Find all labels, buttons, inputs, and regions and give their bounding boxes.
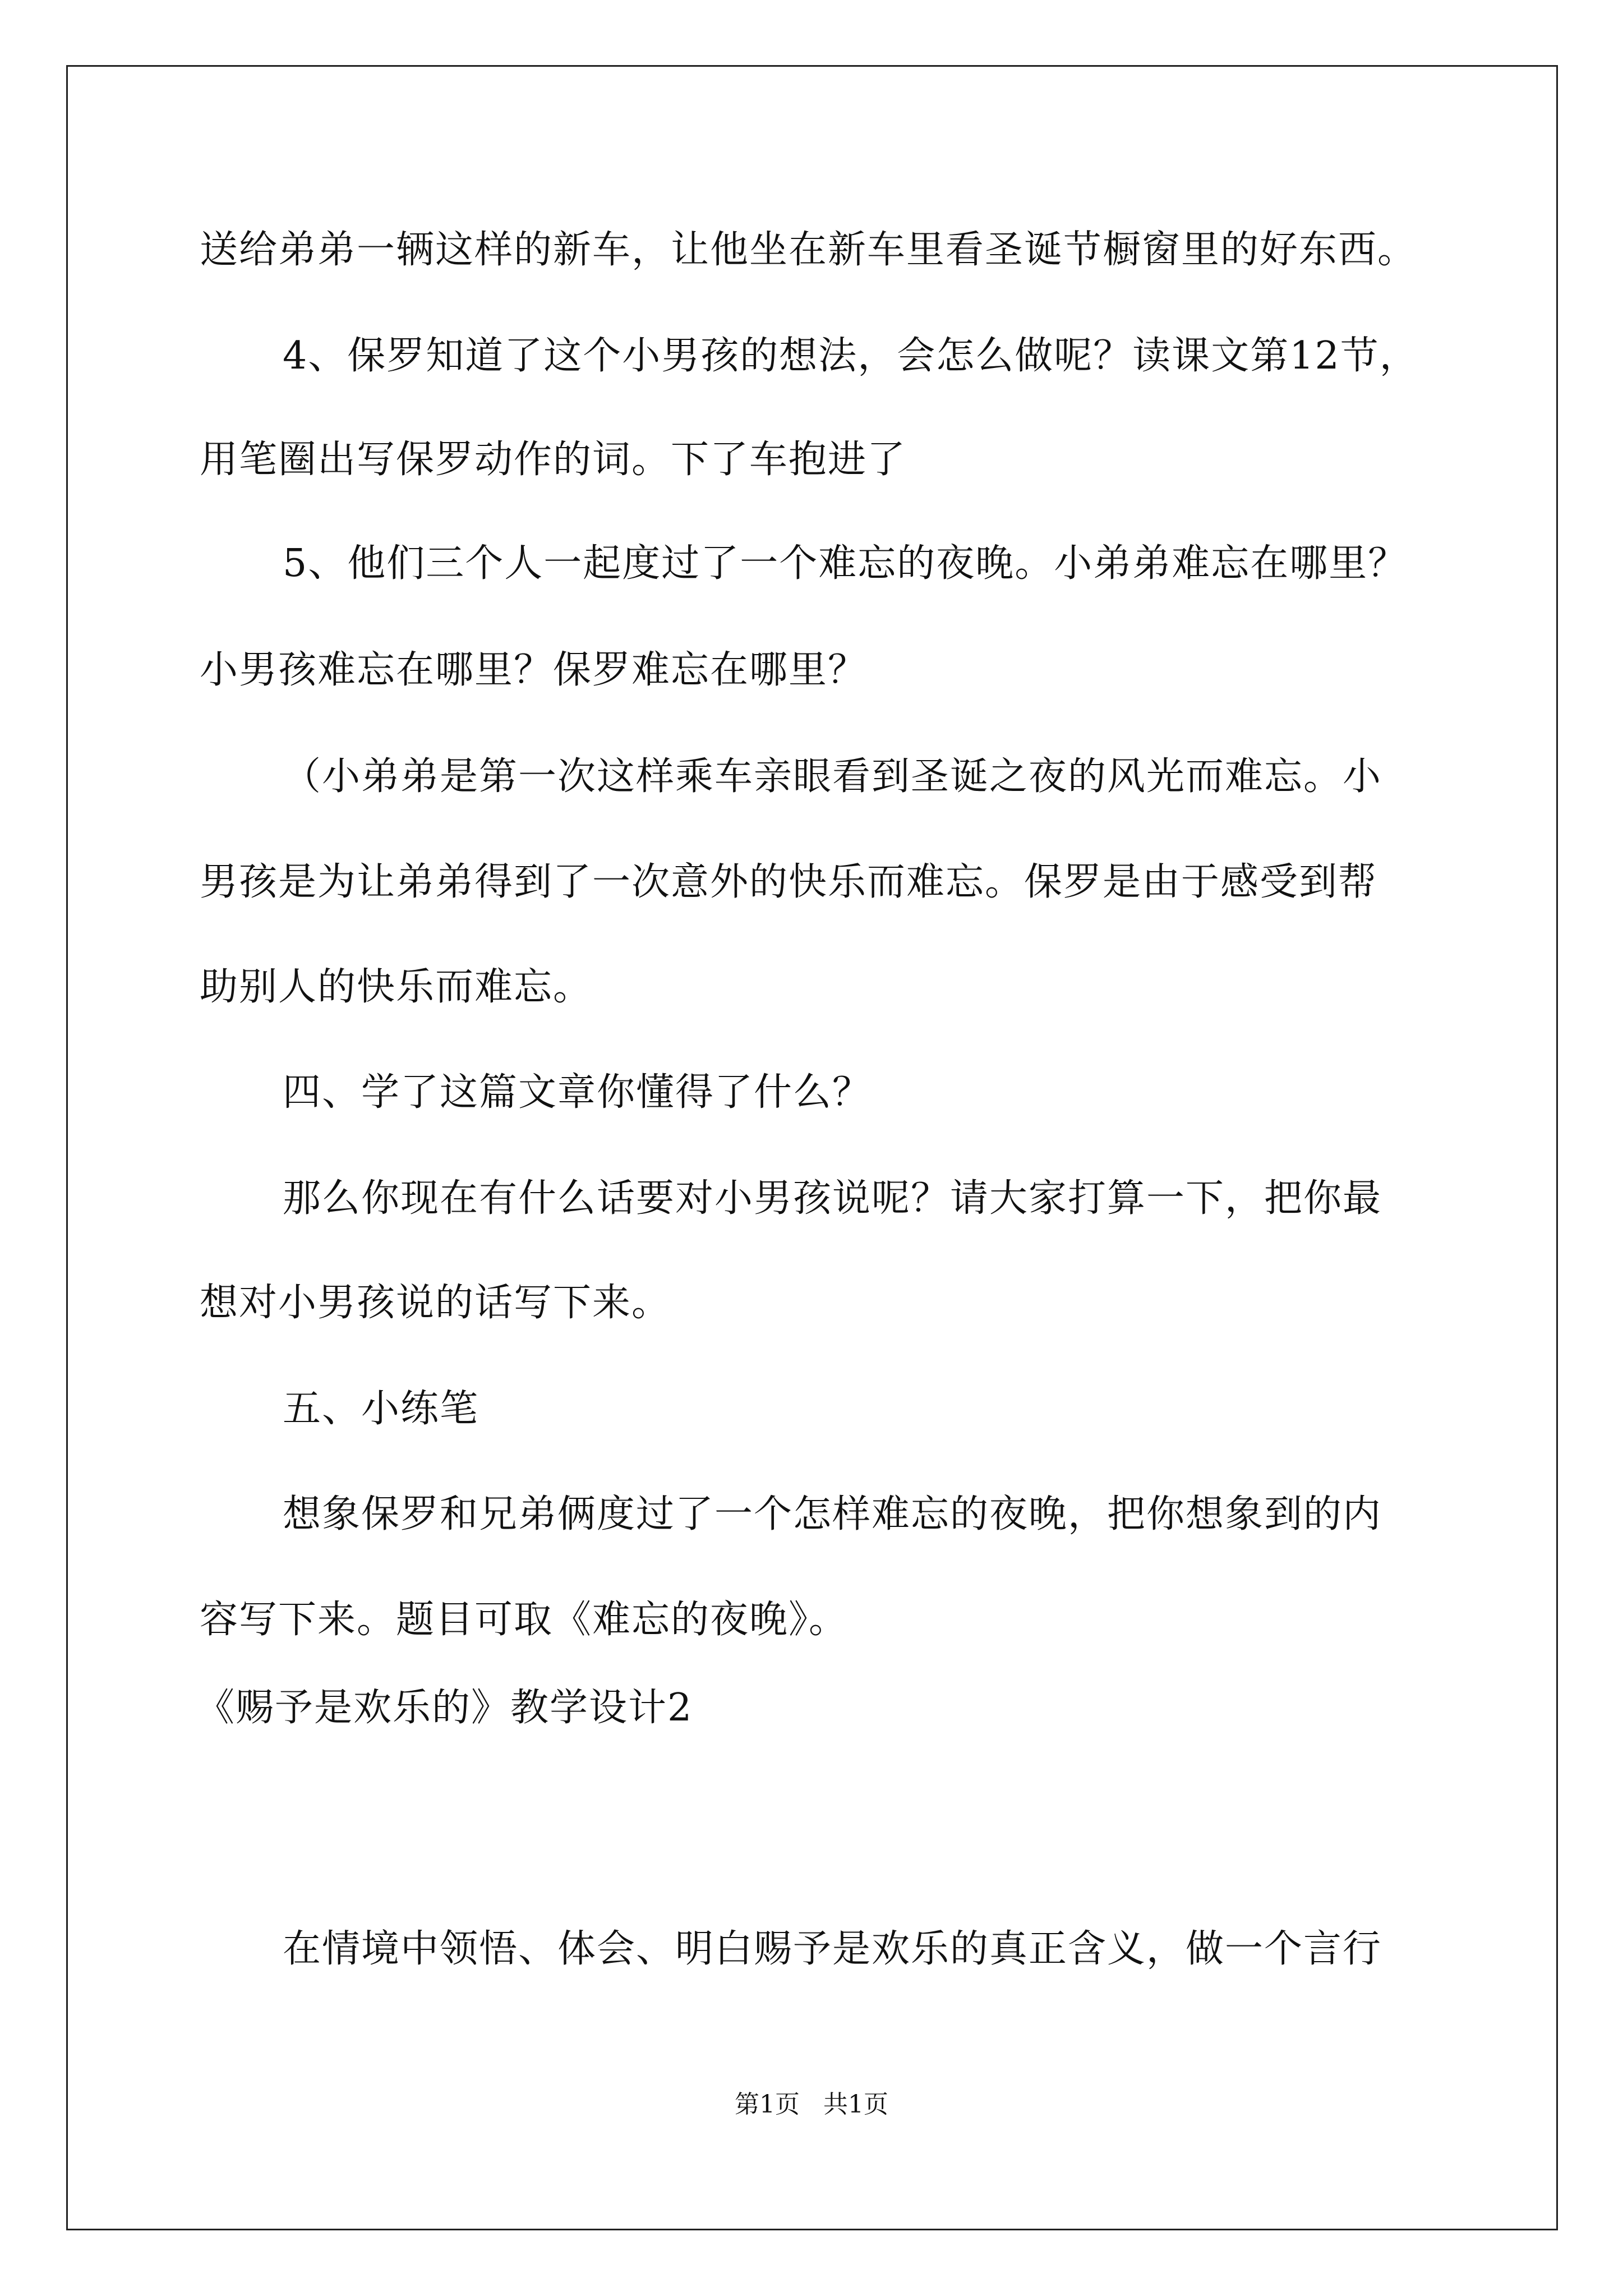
document-title: 《赐予是欢乐的》教学设计2 [196, 1686, 693, 1730]
page-border [66, 65, 1558, 2230]
text-line: （小弟弟是第一次这样乘车亲眼看到圣诞之夜的风光而难忘。小 [283, 754, 1382, 799]
text-line: 想象保罗和兄弟俩度过了一个怎样难忘的夜晚，把你想象到的内 [283, 1492, 1382, 1536]
text-line: 5、他们三个人一起度过了一个难忘的夜晚。小弟弟难忘在哪里？ [283, 541, 1408, 586]
text-line: 在情境中领悟、体会、明白赐予是欢乐的真正含义，做一个言行 [283, 1927, 1382, 1971]
text-line: 4、保罗知道了这个小男孩的想法，会怎么做呢？读课文第12节， [283, 334, 1419, 378]
text-line: 小男孩难忘在哪里？保罗难忘在哪里？ [200, 648, 868, 692]
text-line: 送给弟弟一辆这样的新车，让他坐在新车里看圣诞节橱窗里的好东西。 [200, 228, 1417, 272]
section-heading: 四、学了这篇文章你懂得了什么？ [283, 1070, 872, 1115]
text-line: 用笔圈出写保罗动作的词。下了车抱进了 [200, 438, 907, 482]
text-line: 那么你现在有什么话要对小男孩说呢？请大家打算一下，把你最 [283, 1176, 1382, 1221]
page-footer: 第1页 共1页 [735, 2090, 888, 2119]
text-line: 助别人的快乐而难忘。 [200, 965, 593, 1009]
text-line: 想对小男孩说的话写下来。 [200, 1281, 671, 1325]
section-heading: 五、小练笔 [283, 1387, 479, 1431]
text-line: 男孩是为让弟弟得到了一次意外的快乐而难忘。保罗是由于感受到帮 [200, 860, 1378, 904]
text-line: 容写下来。题目可取《难忘的夜晚》。 [200, 1598, 849, 1642]
